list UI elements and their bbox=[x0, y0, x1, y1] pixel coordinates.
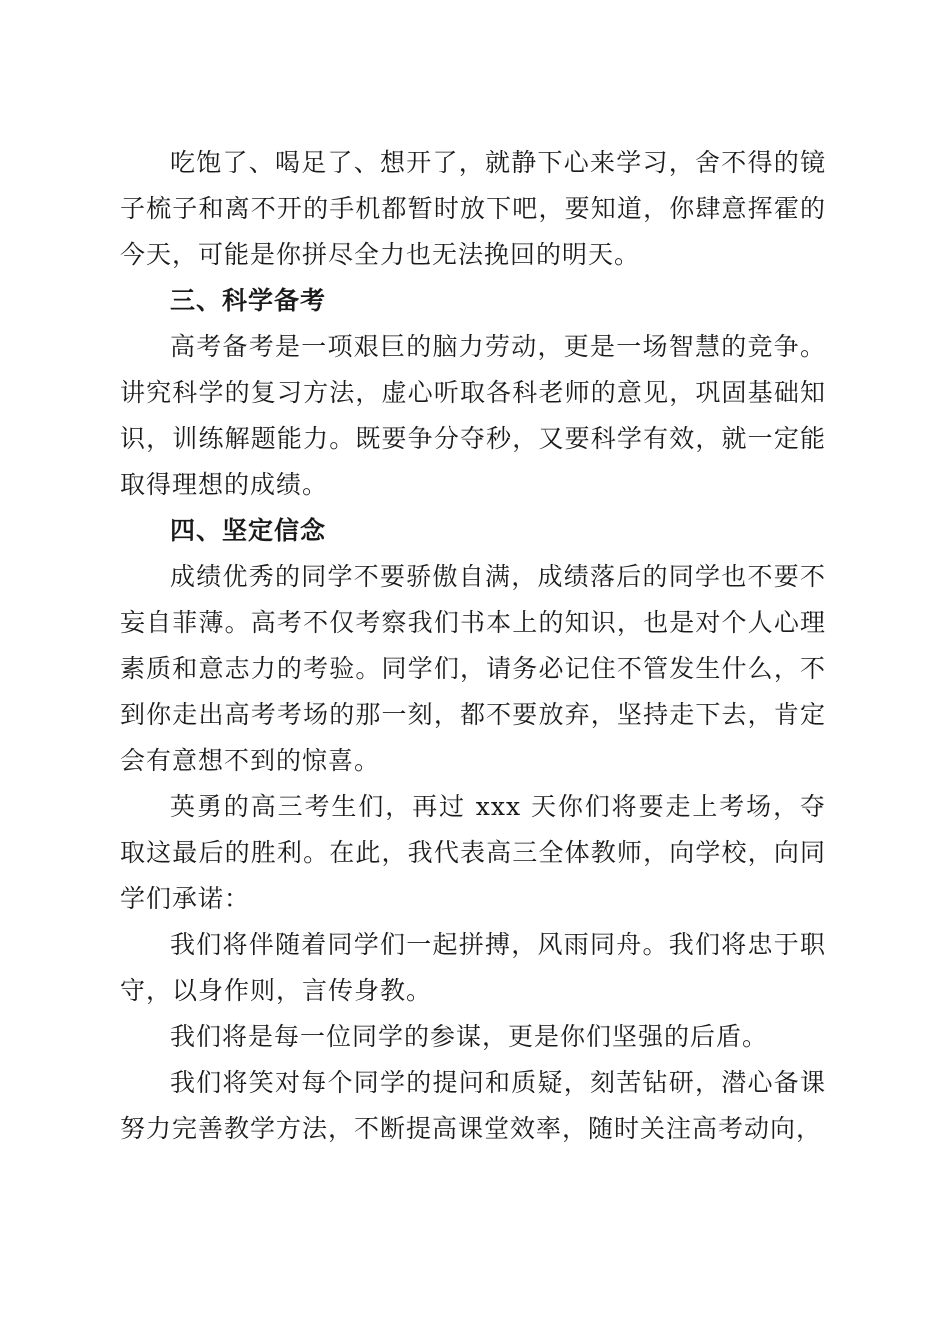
paragraph-promise-teaching: 我们将笑对每个同学的提问和质疑，刻苦钻研，潜心备课努力完善教学方法，不断提高课堂效率，随时关注高考动向， bbox=[120, 1068, 826, 1143]
document-body bbox=[120, 140, 826, 1152]
paragraph-study-calmly: 吃饱了、喝足了、想开了，就静下心来学习，舍不得的镜子梳子和离不开的手机都暂时放下吧，要知道，你肆意挥霍的今天，可能是你拼尽全力也无法挽回的明天。 bbox=[120, 148, 826, 269]
paragraph-firm-belief: 成绩优秀的同学不要骄傲自满，成绩落后的同学也不要不妄自菲薄。高考不仅考察我们书本上的知识，也是对个人心理素质和意志力的考验。同学们，请务必记住不管发生什么，不到你走出高考考场的那一刻，都不要放弃，坚持走下去，肯定会有意想不到的惊喜。 bbox=[120, 562, 826, 775]
section-heading-firm-belief: 四、坚定信念 bbox=[170, 516, 327, 545]
paragraph-promise-support: 我们将是每一位同学的参谋，更是你们坚强的后盾。 bbox=[170, 1022, 769, 1051]
section-heading-scientific-prep: 三、科学备考 bbox=[170, 286, 327, 315]
paragraph-scientific-prep: 高考备考是一项艰巨的脑力劳动，更是一场智慧的竞争。讲究科学的复习方法，虚心听取各科老师的意见，巩固基础知识，训练解题能力。既要争分夺秒，又要科学有效，就一定能取得理想的成绩。 bbox=[120, 332, 826, 499]
paragraph-promise-together: 我们将伴随着同学们一起拼搏，风雨同舟。我们将忠于职守，以身作则，言传身教。 bbox=[120, 930, 826, 1005]
paragraph-promise-intro: 英勇的高三考生们，再过 xxx 天你们将要走上考场，夺取这最后的胜利。在此，我代表高三全体教师，向学校，向同学们承诺： bbox=[120, 792, 826, 913]
